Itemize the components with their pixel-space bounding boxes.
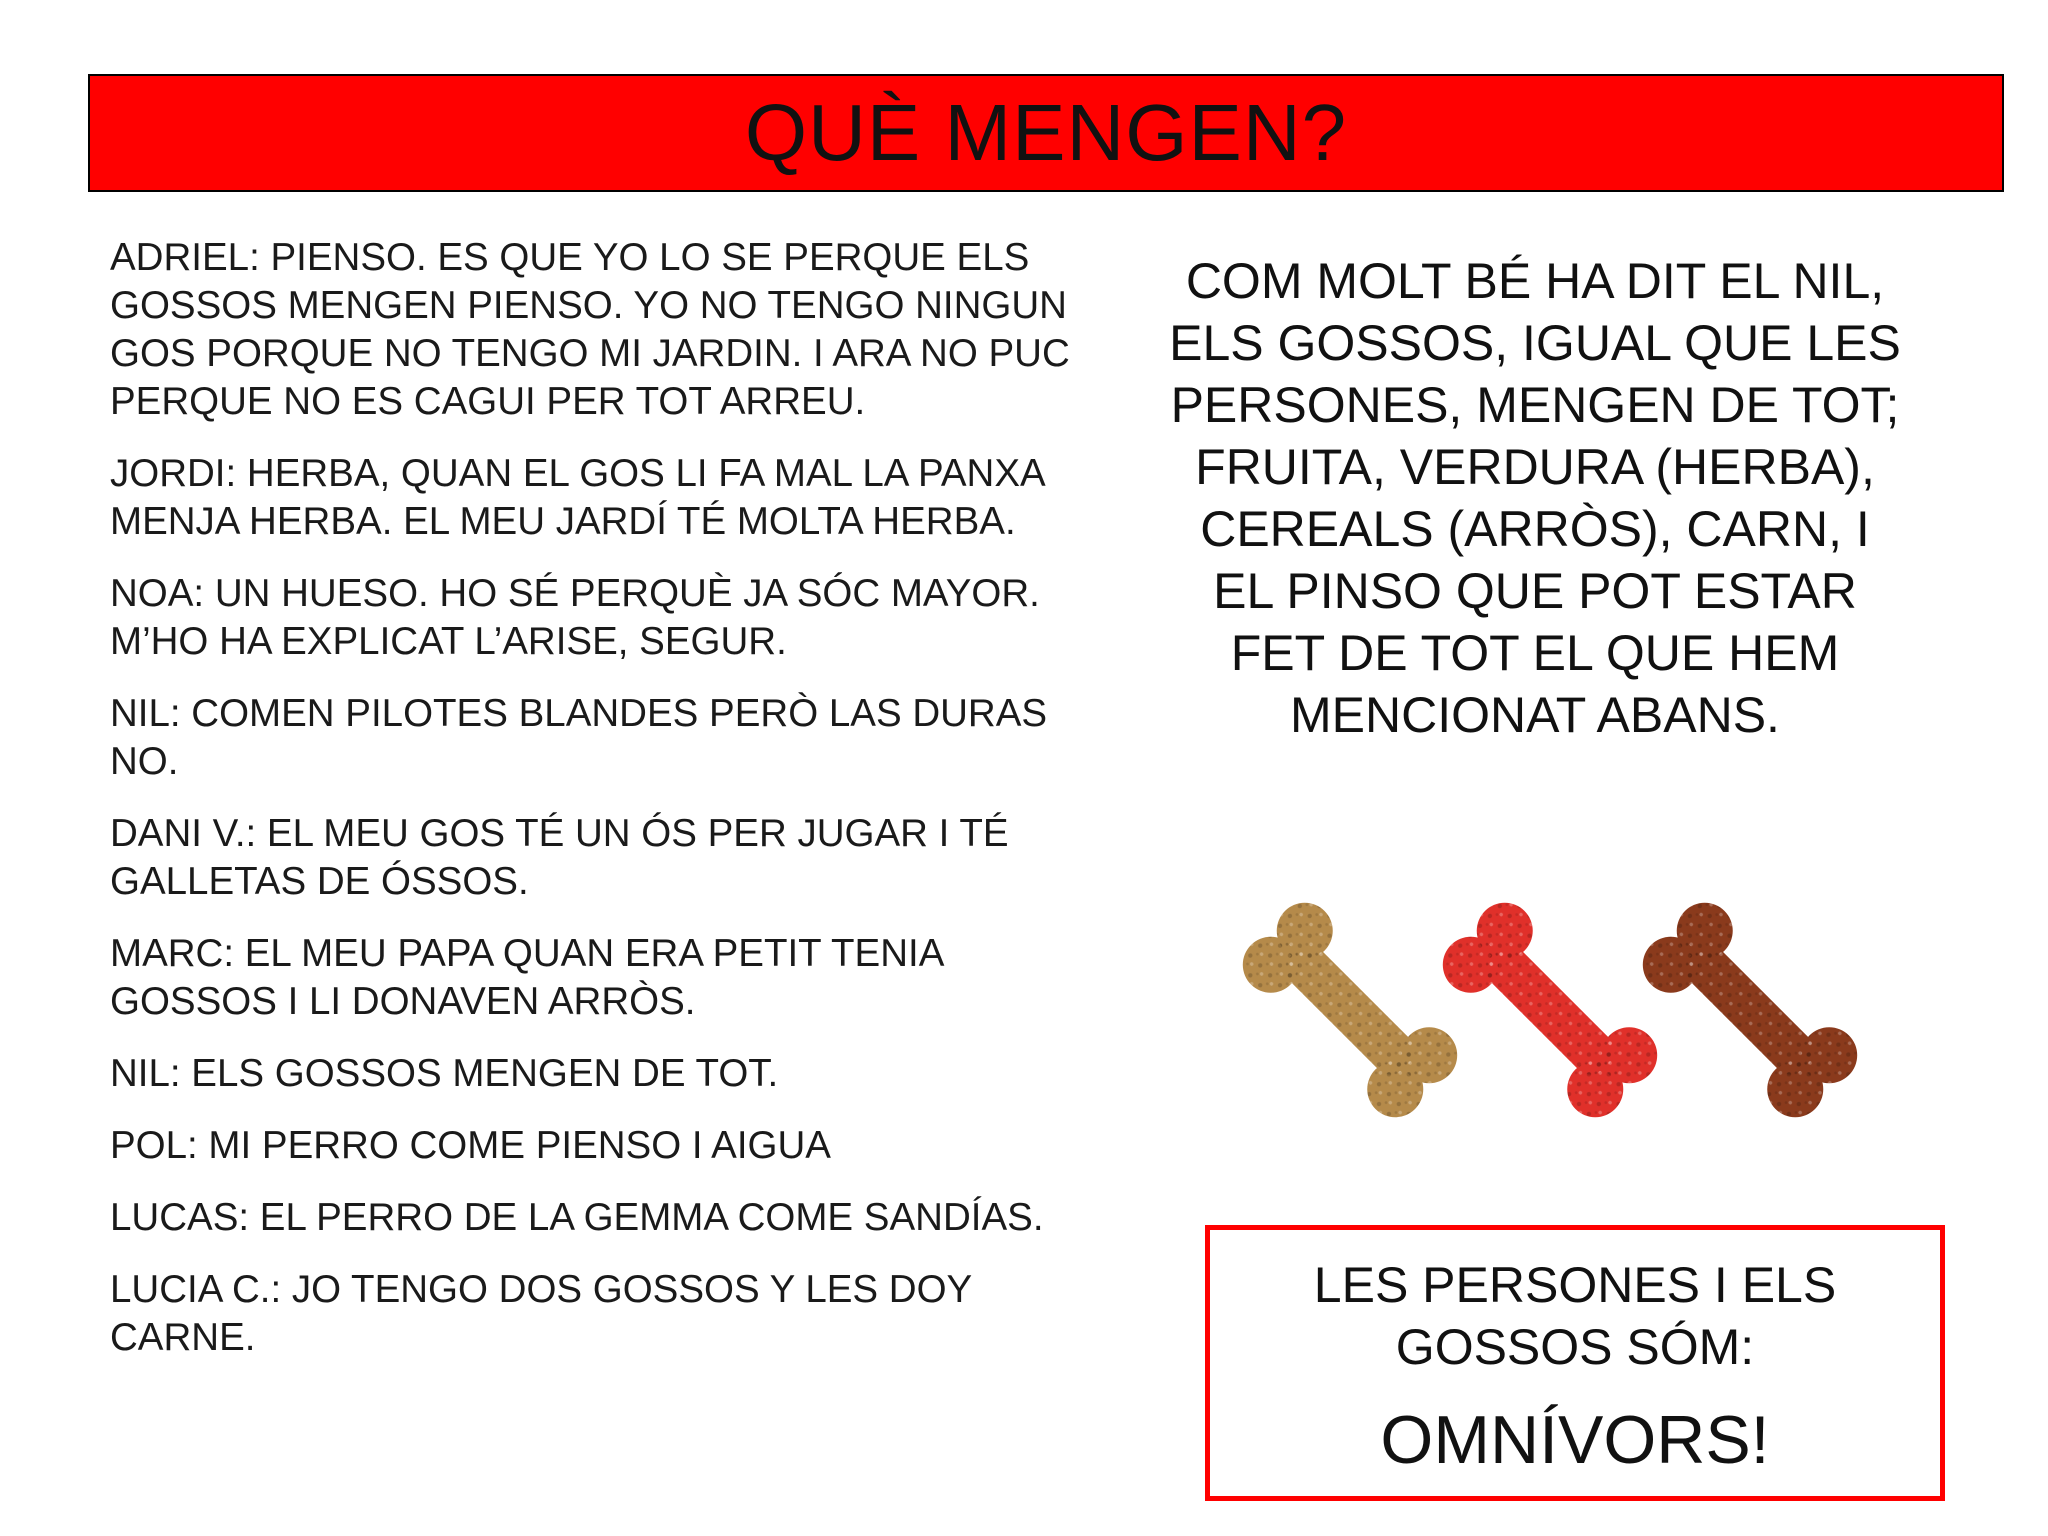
bone-red <box>1431 891 1669 1129</box>
quote-item: NIL: COMEN PILOTES BLANDES PERÒ LAS DURAS NO. <box>110 692 1048 783</box>
quote-item: DANI V.: EL MEU GOS TÉ UN ÓS PER JUGAR I TÉ GALLETAS DE ÓSSOS. <box>110 812 1009 903</box>
conclusion-text: LES PERSONES I ELS GOSSOS SÓM: <box>1313 1257 1837 1375</box>
quote-item: LUCAS: EL PERRO DE LA GEMMA COME SANDÍAS. <box>110 1196 1044 1239</box>
bone-brown <box>1631 891 1869 1129</box>
conclusion-box <box>1205 1225 1945 1501</box>
quote-item: LUCIA C.: JO TENGO DOS GOSSOS Y LES DOY CARNE. <box>110 1268 972 1359</box>
quote-item: POL: MI PERRO COME PIENSO I AIGUA <box>110 1124 831 1167</box>
quote-item: NIL: ELS GOSSOS MENGEN DE TOT. <box>110 1052 779 1095</box>
summary-text: COM MOLT BÉ HA DIT EL NIL, ELS GOSSOS, IGUAL QUE LES PERSONES, MENGEN DE TOT; FRUITA, VERDURA (HERBA), CEREALS (ARRÒS), CARN, I EL PINSO QUE POT ESTAR FET DE TOT EL QUE HEM MENCIONAT ABANS. <box>1169 253 1901 743</box>
quote-item: ADRIEL: PIENSO. ES QUE YO LO SE PERQUE ELS GOSSOS MENGEN PIENSO. YO NO TENGO NINGUN GOS PORQUE NO TENGO MI JARDIN. I ARA NO PUC PERQUE NO ES CAGUI PER TOT ARREU. <box>110 236 1070 423</box>
quote-item: NOA: UN HUESO. HO SÉ PERQUÈ JA SÓC MAYOR. M’HO HA EXPLICAT L’ARISE, SEGUR. <box>110 572 1040 663</box>
quotes-list <box>110 234 1090 1386</box>
quote-item: JORDI: HERBA, QUAN EL GOS LI FA MAL LA PANXA MENJA HERBA. EL MEU JARDÍ TÉ MOLTA HERBA. <box>110 452 1044 543</box>
bone-tan <box>1240 891 1469 1129</box>
title-banner <box>88 74 2004 192</box>
conclusion-answer: OMNÍVORS! <box>1380 1402 1770 1478</box>
page-title: QUÈ MENGEN? <box>744 88 1348 177</box>
quote-item: MARC: EL MEU PAPA QUAN ERA PETIT TENIA GOSSOS I LI DONAVEN ARRÒS. <box>110 932 943 1023</box>
dog-bone-treats-icon <box>1240 880 1880 1140</box>
